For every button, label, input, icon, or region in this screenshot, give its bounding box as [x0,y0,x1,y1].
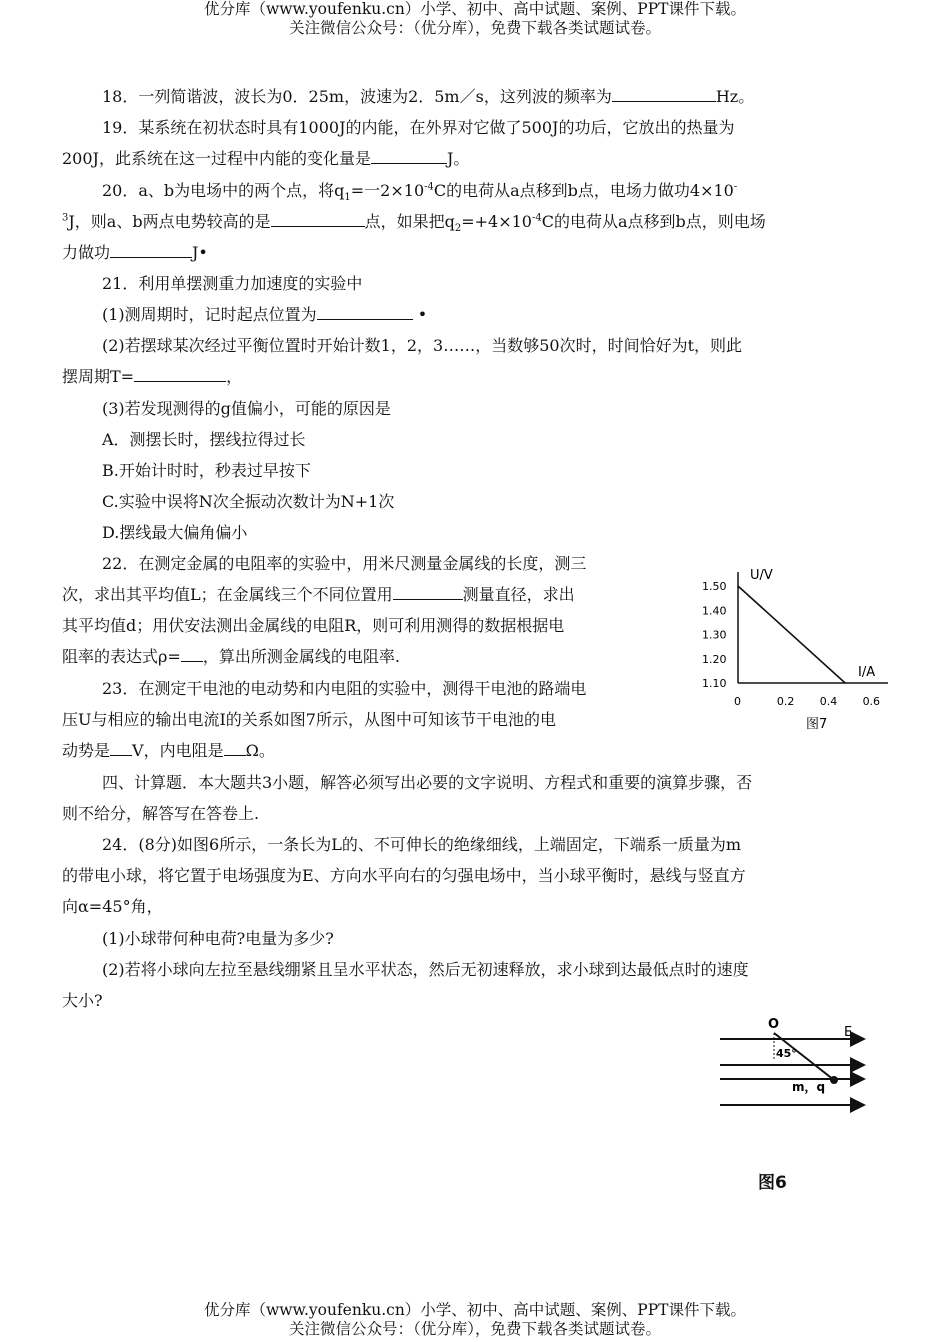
answer-blank [271,211,365,227]
y-axis-label: U/V [750,568,773,583]
answer-blank [134,366,226,382]
question-24-part-1: (1)小球带何种电荷?电量为多少? [102,929,334,948]
pivot-label: O [768,1017,780,1032]
question-20-line-3: 力做功 J• [62,243,208,262]
footer [0,1301,950,1339]
header-line-1: 优分库（www.youfenku.cn）小学、初中、高中试题、案例、PPT课件下载。 [203,0,747,18]
y-tick-label: 1.10 [702,677,727,690]
footer-line-1: 优分库（www.youfenku.cn）小学、初中、高中试题、案例、PPT课件下载。 [203,1301,747,1319]
x-tick-label: 0.6 [862,695,881,708]
question-22-line-1: 22．在测定金属的电阻率的实验中，用米尺测量金属线的长度，测三 [102,554,587,573]
answer-blank [110,740,132,756]
footer-line-2: 关注微信公众号：（优分库），免费下载各类试题试卷。 [288,1320,661,1338]
y-tick-label: 1.50 [702,580,727,593]
question-24-line-2: 的带电小球，将它置于电场强度为E、方向水平向右的匀强电场中，当小球平衡时，悬线与竖直方 [62,866,746,885]
answer-blank [110,242,192,258]
chart-title: 图7 [806,717,828,732]
question-21-part-2-line-1: (2)若摆球某次经过平衡位置时开始计数1，2，3……，当数够50次时，时间恰好为t，则此 [102,336,742,355]
field-label: E [844,1025,853,1040]
answer-blank [181,646,203,662]
question-24-part-2-line-2: 大小? [62,991,103,1010]
charged-ball [830,1076,838,1084]
section-4-line-2: 则不给分，解答写在答卷上. [62,804,260,823]
option-c: C.实验中误将N次全振动次数计为N+1次 [102,492,395,511]
u-i-chart [698,562,898,740]
x-tick-label: 0.2 [776,695,795,708]
ball-label: m，q [792,1080,826,1094]
angle-label: 45° [776,1047,797,1060]
section-4-line-1: 四、计算题．本大题共3小题，解答必须写出必要的文字说明、方程式和重要的演算步骤，否 [102,773,753,792]
y-tick-label: 1.40 [702,604,727,618]
question-22-line-2: 次，求出其平均值L；在金属线三个不同位置用 测量直径，求出 [62,585,575,604]
question-21-part-3: (3)若发现测得的g值偏小，可能的原因是 [102,399,391,418]
question-20-line-1: 20．a、b为电场中的两个点，将$q_1=$一$2\times 10^{-4}C$的电荷从a点移到b点，电场力做功4×10- [102,181,738,204]
answer-blank [371,148,447,164]
question-20-line-2: $^3$J，则a、b两点电势较高的是 点，如果把$q_2=+4\times 10^{-4}C$的电荷从a点移到b点，则电场 [62,212,766,235]
answer-blank [317,304,413,320]
question-21-title: 21．利用单摆测重力加速度的实验中 [102,274,363,293]
question-23-line-1: 23．在测定干电池的电动势和内电阻的实验中，测得干电池的路端电 [102,679,587,698]
header-line-2: 关注微信公众号：（优分库），免费下载各类试题试卷。 [288,19,661,37]
series-line [738,586,845,683]
y-tick-label: 1.30 [702,628,727,642]
question-21-part-2-line-2: 摆周期T= ， [62,367,243,386]
figure-6-caption: 图6 [758,1173,787,1193]
question-22-line-4: 阻率的表达式ρ= ，算出所测金属线的电阻率. [62,647,400,666]
figure-6-diagram [712,1017,892,1115]
header [0,0,950,38]
question-18: 18．一列简谐波，波长为0．25m，波速为2．5m／s，这列波的频率为 Hz。 [102,87,755,106]
x-axis-label: I/A [858,665,876,680]
option-b: B.开始计时时，秒表过早按下 [102,461,311,480]
question-23-line-2: 压U与相应的输出电流I的关系如图7所示，从图中可知该节干电池的电 [62,710,556,729]
answer-blank [612,86,716,102]
answer-blank [224,740,246,756]
y-tick-label: 1.20 [702,652,727,666]
option-d: D.摆线最大偏角偏小 [102,523,248,542]
question-24-line-3: 向α=45°角， [62,897,163,916]
question-24-line-1: 24．(8分)如图6所示，一条长为L的、不可伸长的绝缘细线，上端固定，下端系一质量为m [102,835,742,854]
question-22-line-3: 其平均值d；用伏安法测出金属线的电阻R，则可利用测得的数据根据电 [62,616,565,635]
option-a: A．测摆长时，摆线拉得过长 [102,430,306,449]
question-23-line-3: 动势是 V，内电阻是 Ω。 [62,741,275,760]
question-19-line-1: 19．某系统在初状态时具有1000J的内能，在外界对它做了500J的功后，它放出的热量为 [102,118,735,137]
x-tick-label: 0.4 [819,695,838,708]
x-tick-label: 0 [734,695,741,708]
question-24-part-2-line-1: (2)若将小球向左拉至悬线绷紧且呈水平状态，然后无初速释放，求小球到达最低点时的速度 [102,960,749,979]
question-19-line-2: 200J，此系统在这一过程中内能的变化量是 J。 [62,149,470,168]
answer-blank [393,584,463,600]
question-21-part-1: (1)测周期时，记时起点位置为 • [102,305,428,324]
